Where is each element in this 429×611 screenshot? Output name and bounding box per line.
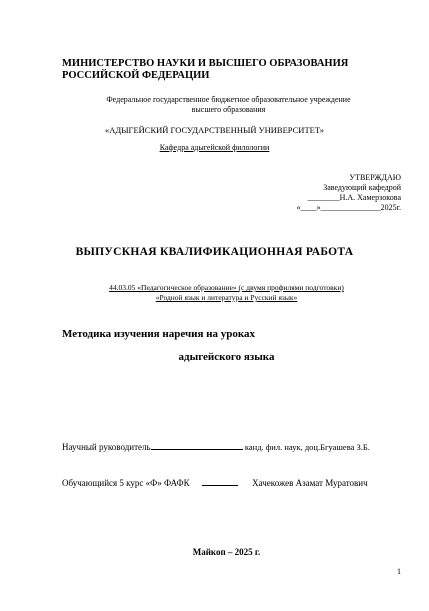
- supervisor-label: Научный руководитель: [62, 442, 151, 452]
- topic-title-line-2: адыгейского языка: [178, 351, 275, 363]
- department-label: Кафедра адыгейской филологии: [159, 143, 270, 152]
- program-info: [12, 283, 429, 303]
- approval-block: [297, 173, 401, 213]
- approver-name: Н.А. Хамерзокова: [339, 193, 401, 202]
- supervisor-info: канд. фил. наук, доц.Бгуашева З.Б.: [244, 442, 370, 452]
- institution-type: [14, 95, 429, 115]
- city-year: Майкоп – 2025 г.: [192, 547, 261, 557]
- ministry-header: [62, 58, 348, 82]
- approval-date-line: [297, 203, 401, 213]
- topic-title-line-1: Методика изучения наречия на уроках: [62, 328, 256, 340]
- approval-title: УТВЕРЖДАЮ: [349, 173, 401, 182]
- date-year: 2025г.: [380, 203, 401, 212]
- university-name: «АДЫГЕЙСКИЙ ГОСУДАРСТВЕННЫЙ УНИВЕРСИТЕТ»: [104, 125, 325, 135]
- department-name: [0, 143, 429, 152]
- ministry-line-2: РОССИЙСКОЙ ФЕДЕРАЦИИ: [62, 70, 210, 81]
- institution-line-1: Федеральное государственное бюджетное образовательное учреждение: [106, 95, 351, 104]
- date-month-blank: _______________: [320, 203, 381, 212]
- approval-signature-line: [297, 193, 401, 203]
- supervisor-signature-blank: [151, 441, 243, 450]
- supervisor-row: [62, 441, 370, 452]
- date-day-blank: ____: [300, 203, 317, 212]
- student-label: Обучающийся 5 курс «Ф» ФАФК: [62, 478, 190, 488]
- approval-position: Заведующий кафедрой: [323, 183, 401, 192]
- program-code-line: 44.03.05 «Педагогическое образование» (с двумя профилями подготовки): [109, 283, 344, 292]
- date-open-quote: «: [296, 203, 301, 212]
- ministry-line-1: МИНИСТЕРСТВО НАУКИ И ВЫСШЕГО ОБРАЗОВАНИЯ: [62, 58, 349, 69]
- signature-blank: ________: [307, 193, 340, 202]
- page-number: 1: [397, 567, 401, 576]
- date-close-quote: »: [316, 203, 321, 212]
- student-name: Хачекожев Азамат Муратович: [252, 478, 368, 488]
- student-signature-blank: [202, 477, 238, 486]
- program-profile-line: «Родной язык и литература и Русский язык»: [155, 293, 298, 302]
- institution-line-2: высшего образования: [191, 105, 266, 114]
- work-type-title: ВЫПУСКНАЯ КВАЛИФИКАЦИОННАЯ РАБОТА: [75, 246, 354, 258]
- student-row: [62, 477, 368, 488]
